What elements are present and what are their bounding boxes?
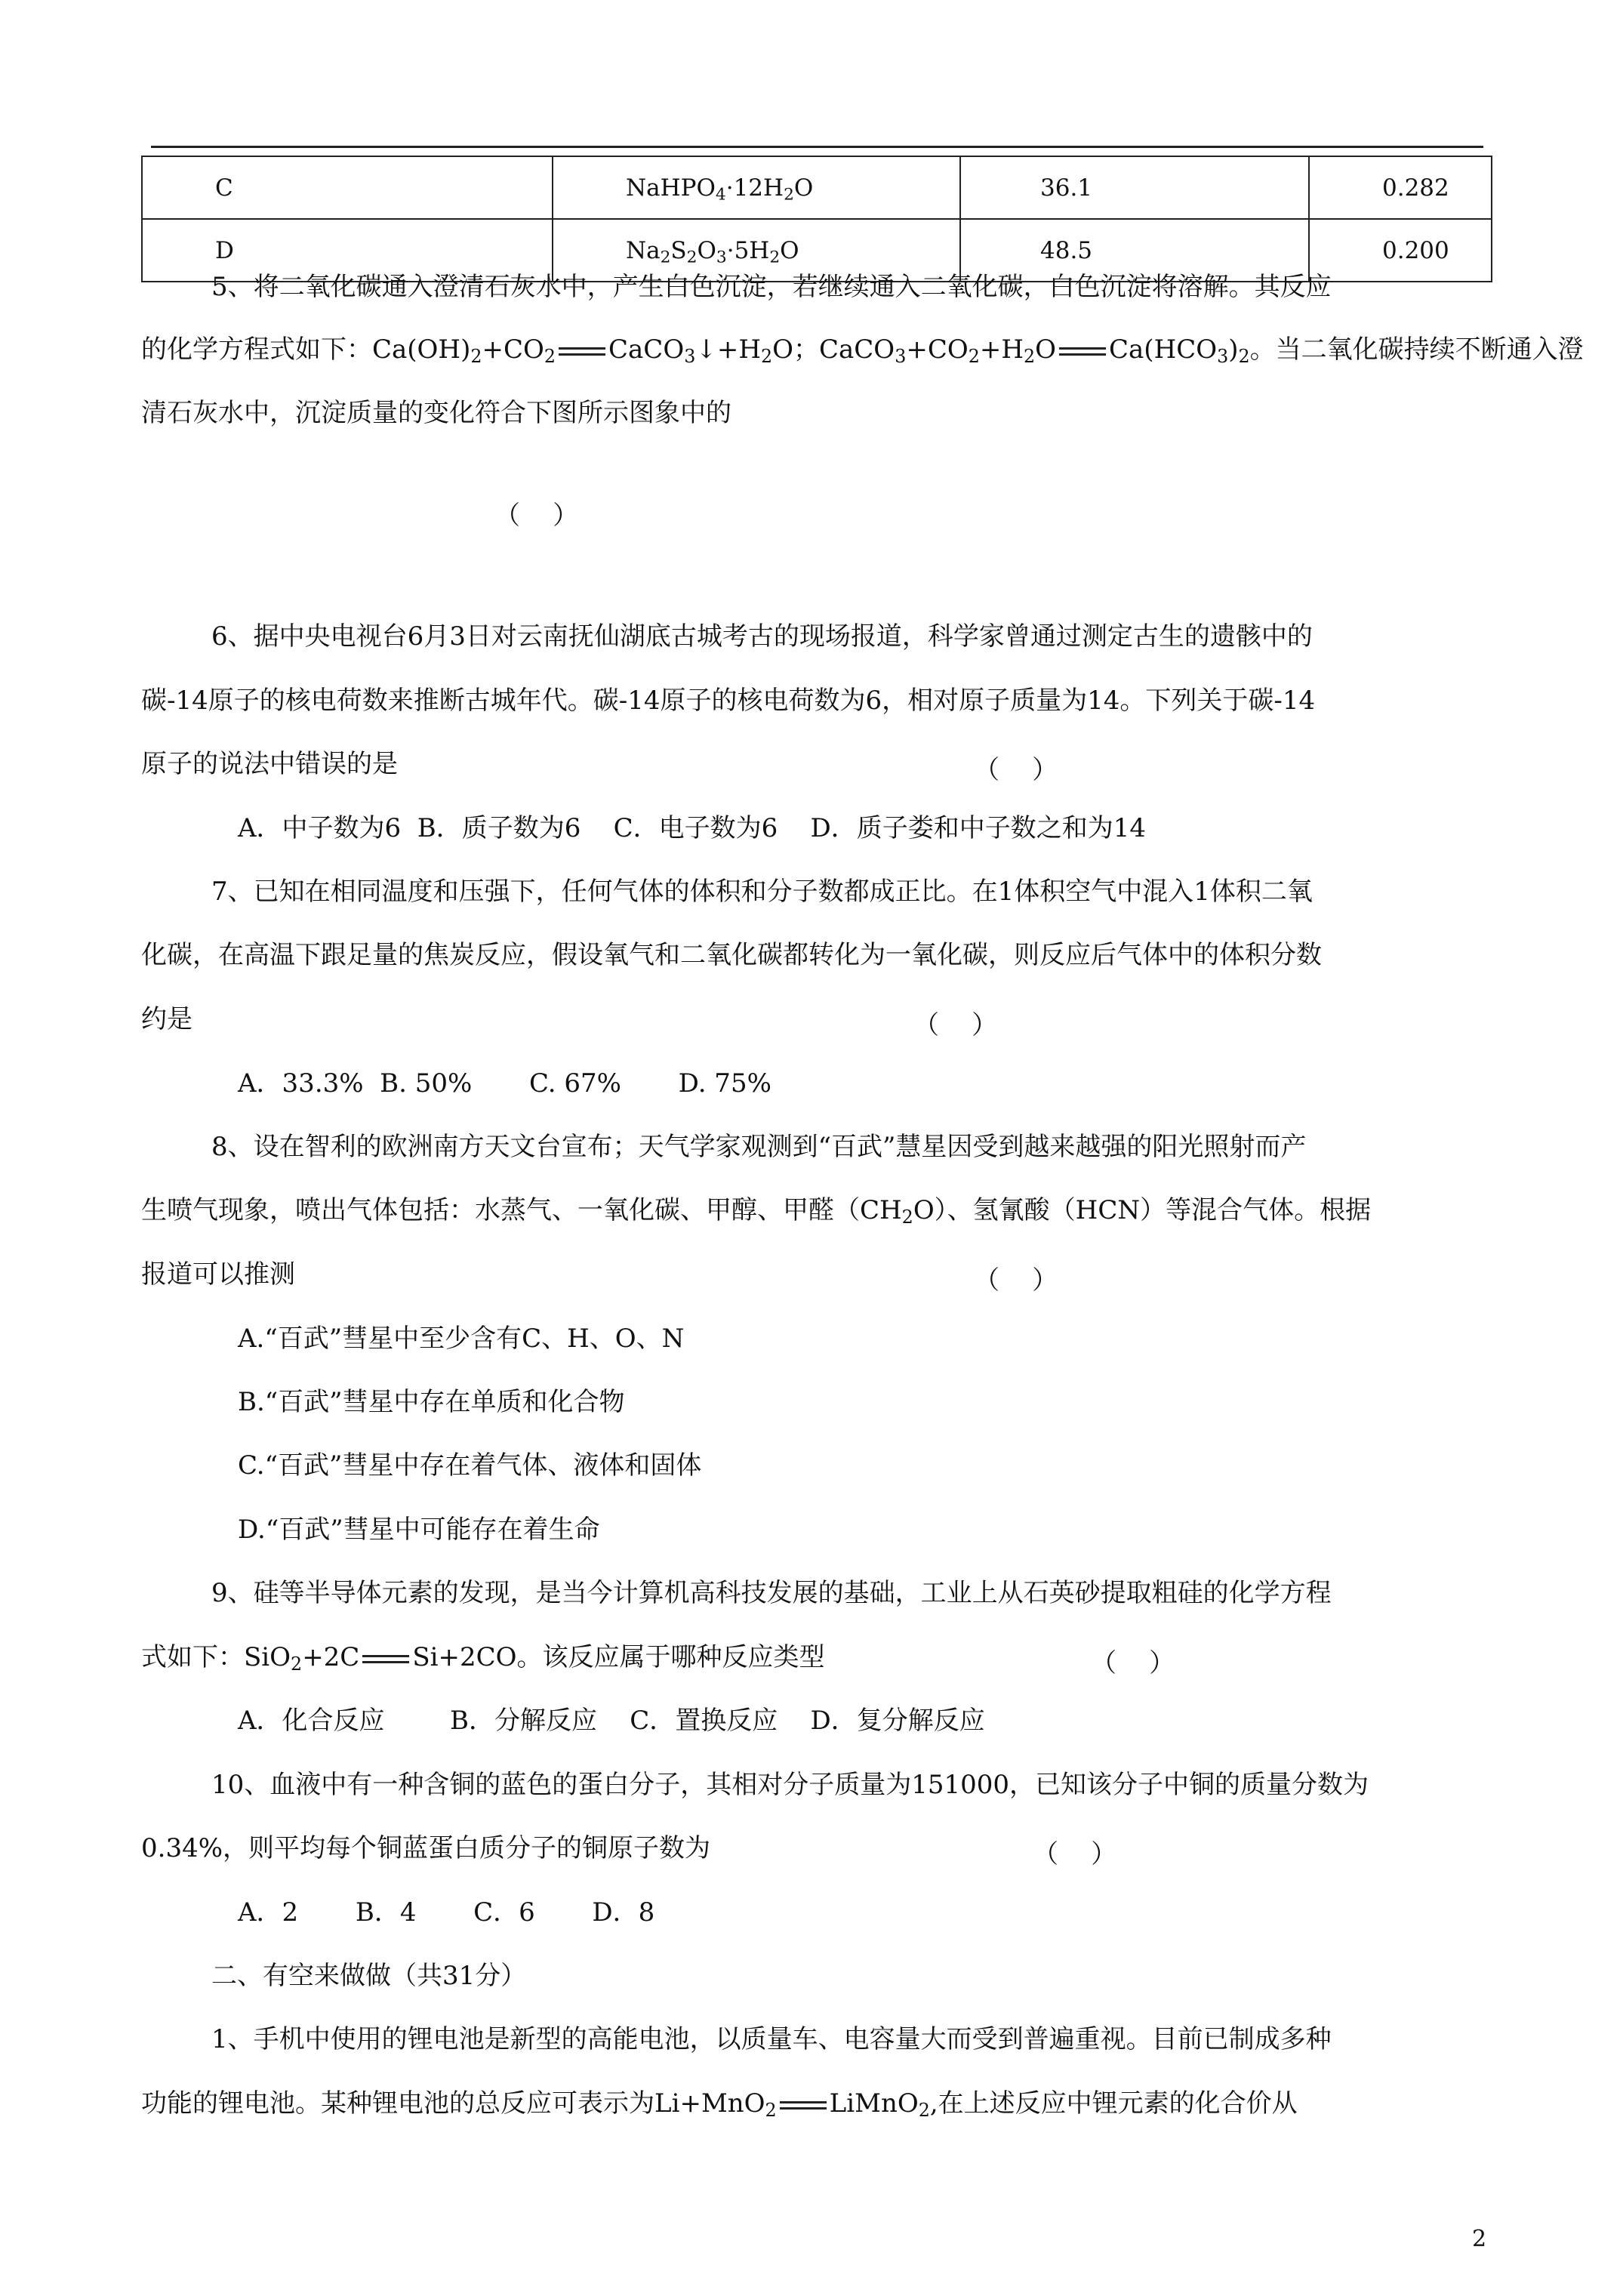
q10-line1: 10、血液中有一种含铜的蓝色的蛋白分子，其相对分子质量为151000，已知该分子中铜的质量分数为 [211, 1770, 1369, 1800]
equals-sign [559, 347, 605, 356]
q7-line2: 化碳，在高温下跟足量的焦炭反应，假设氧气和二氧化碳都转化为一氧化碳，则反应后气体中的体积分数 [141, 940, 1322, 970]
q6-line1: 6、据中央电视台6月3日对云南抚仙湖底古城考古的现场报道，科学家曾通过测定古生的遗骸中的 [211, 621, 1313, 652]
q6-line2: 碳-14原子的核电荷数来推断古城年代。碳-14原子的核电荷数为6，相对原子质量为14。下列关于碳-14 [141, 686, 1316, 716]
table-cell: 0.282 [1309, 156, 1492, 219]
q8-option-b: B.“百武”彗星中存在单质和化合物 [238, 1387, 625, 1417]
q8-line2: 生喷气现象，喷出气体包括：水蒸气、一氧化碳、甲醇、甲醛$(CH_2O)$、氢氰酸（HCN）等混合气体。根据 [141, 1195, 1372, 1228]
page-number: 2 [1472, 2226, 1487, 2252]
q9-equation-line: 式如下：SiO$_2$+2C Si+2CO。该反应属于哪种反应类型 [141, 1642, 825, 1675]
q7-options: A．33.3% B. 50% C. 67% D. 75% [238, 1068, 771, 1099]
q10-options: A．2 B．4 C．6 D．8 [238, 1897, 655, 1928]
q7-line1: 7、已知在相同温度和压强下，任何气体的体积和分子数都成正比。在1体积空气中混入1体积二氧 [211, 877, 1313, 907]
table-cell: $Na_2S_2O_3\cdot 5H_2O$ [553, 219, 960, 282]
q10-answer-paren: （ ） [1033, 1839, 1117, 1869]
q9-line1: 9、硅等半导体元素的发现，是当今计算机高科技发展的基础，工业上从石英砂提取粗硅的化学方程 [211, 1578, 1332, 1608]
solubility-table [141, 156, 1492, 282]
table-cell: D [142, 219, 553, 282]
q5-answer-paren: （ ） [494, 501, 579, 531]
section-title: 二、有空来做做（共31分） [211, 1961, 527, 1991]
q6-answer-paren: （ ） [974, 755, 1058, 785]
equals-sign [1059, 347, 1106, 356]
q9-options: A．化合反应 B．分解反应 C．置换反应 D．复分解反应 [238, 1706, 985, 1736]
q6-options: A．中子数为6 B．质子数为6 C．电子数为6 D．质子娄和中子数之和为14 [238, 813, 1147, 843]
q5-line3: 清石灰水中，沉淀质量的变化符合下图所示图象中的 [141, 398, 731, 428]
q8-answer-paren: （ ） [974, 1265, 1058, 1296]
table-cell: 0.200 [1309, 219, 1492, 282]
table-cell: $NaHPO_4\cdot 12H_2O$ [553, 156, 960, 219]
q5-line1: 5、将二氧化碳通入澄清石灰水中，产生白色沉淀，若继续通入二氧化碳，白色沉淀将溶解。其反应 [211, 272, 1332, 302]
q9-answer-paren: （ ） [1091, 1648, 1175, 1678]
header-rule [151, 146, 1483, 148]
q8-line1: 8、设在智利的欧洲南方天文台宣布；天气学家观测到“百武”慧星因受到越来越强的阳光照射而产 [211, 1132, 1307, 1162]
table-cell: 48.5 [960, 219, 1309, 282]
table-cell: C [142, 156, 553, 219]
equals-sign [362, 1655, 409, 1663]
q6-line3: 原子的说法中错误的是 [141, 749, 398, 779]
q8-option-a: A.“百武”彗星中至少含有C、H、O、N [238, 1324, 685, 1354]
equals-sign [780, 2101, 827, 2110]
q7-line3: 约是 [141, 1004, 192, 1034]
table-row [142, 156, 1492, 219]
q7-answer-paren: （ ） [913, 1010, 998, 1040]
q8-option-c: C.“百武”彗星中存在着气体、液体和固体 [238, 1450, 702, 1481]
s2-q1-line2: 功能的锂电池。某种锂电池的总反应可表示为Li+MnO$_2$ LiMnO$_2$,在上述反应中锂元素的化合价从 [141, 2088, 1298, 2121]
q8-line3: 报道可以推测 [141, 1259, 295, 1290]
s2-q1-line1: 1、手机中使用的锂电池是新型的高能电池，以质量车、电容量大而受到普遍重视。目前已制成多种 [211, 2024, 1332, 2054]
q10-line2: 0.34%，则平均每个铜蓝蛋白质分子的铜原子数为 [141, 1833, 711, 1863]
q8-option-d: D.“百武”彗星中可能存在着生命 [238, 1515, 600, 1545]
q5-equation-line: 的化学方程式如下：$Ca(OH)_2+CO_2$ $CaCO_3↓+H_2O$；$CaCO_3+CO_2+H_2O$ $Ca(HCO_3)_2$。当二氧化碳持续不断通入澄 [141, 334, 1584, 367]
table-cell: 36.1 [960, 156, 1309, 219]
